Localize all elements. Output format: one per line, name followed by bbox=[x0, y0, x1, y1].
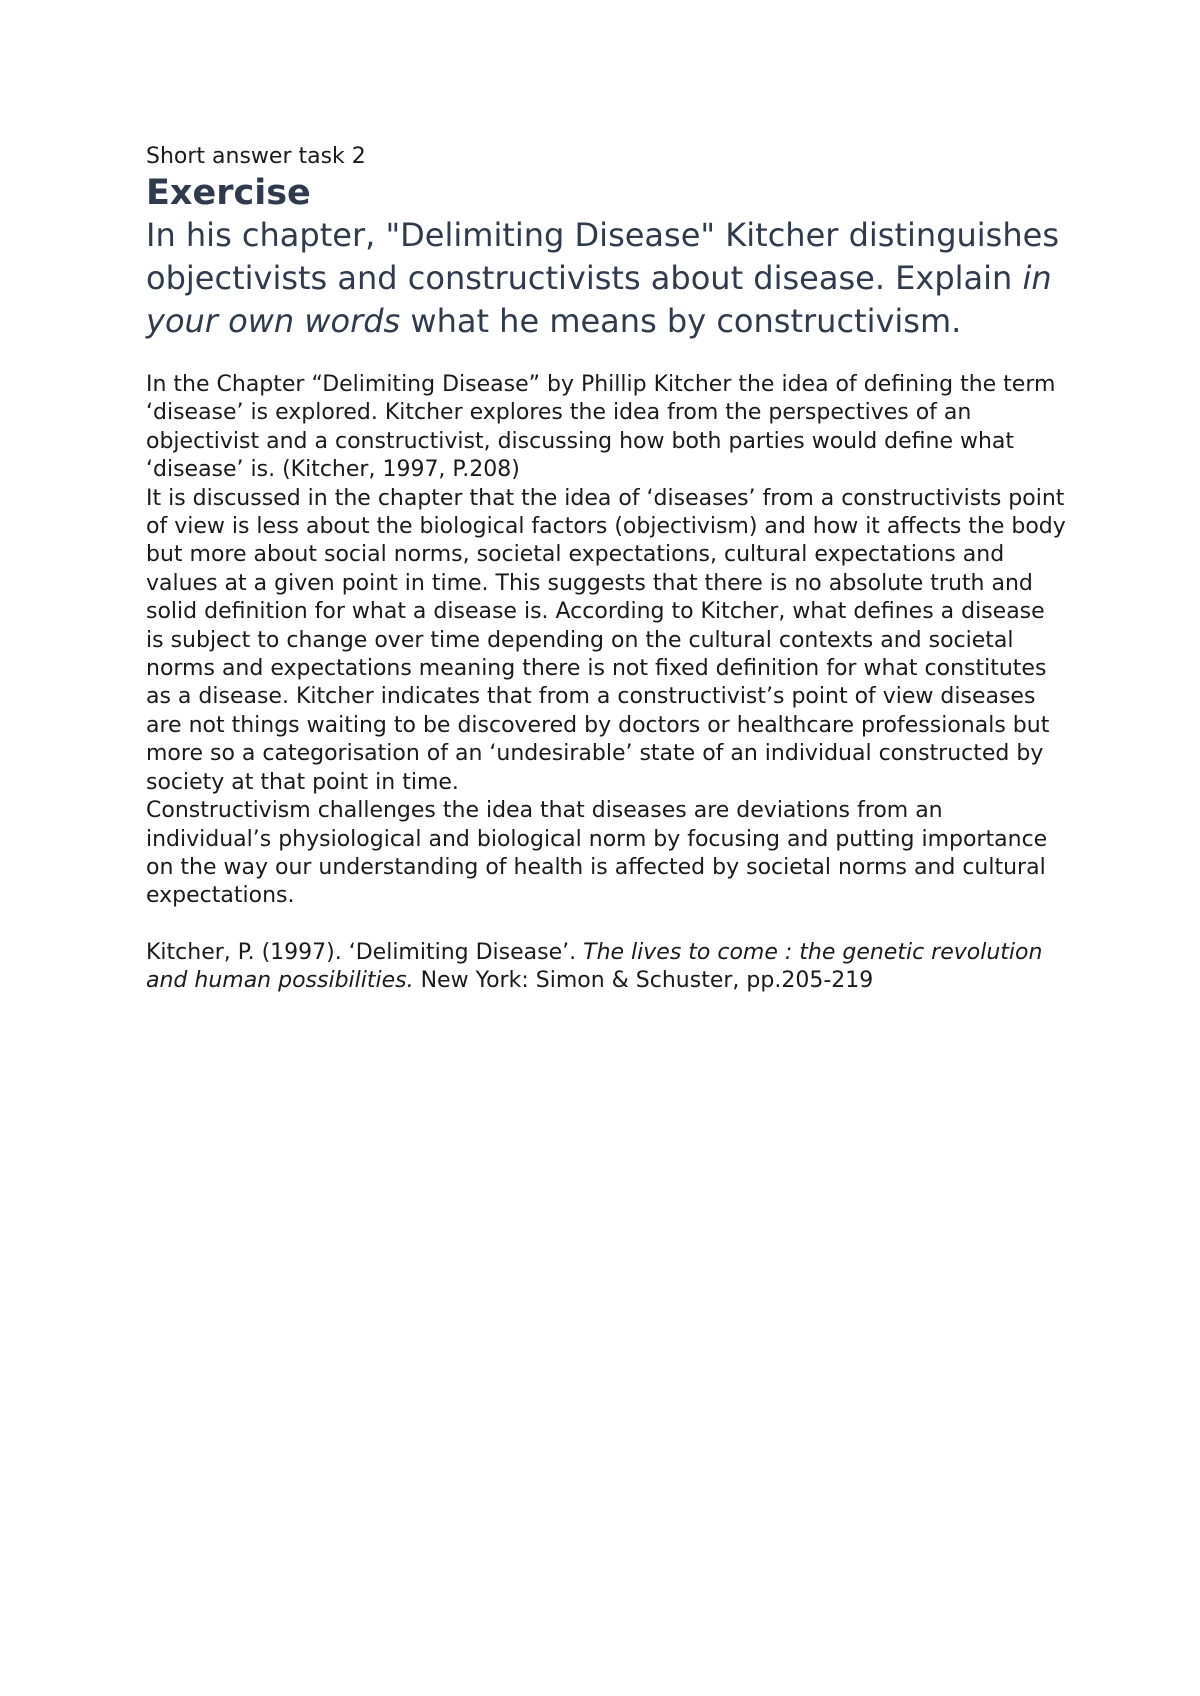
question-emphasis: in your own words bbox=[146, 259, 1052, 340]
question-text-end: what he means by constructivism. bbox=[400, 302, 962, 340]
exercise-heading: Exercise bbox=[146, 173, 311, 213]
task-label: Short answer task 2 bbox=[146, 144, 366, 169]
reference-publisher: New York: Simon & Schuster, pp.205-219 bbox=[413, 968, 874, 994]
reference-book-title: The lives to come : the genetic revolution and human possibilities. bbox=[146, 939, 1043, 994]
question-prompt bbox=[146, 214, 1066, 343]
reference-citation bbox=[146, 939, 1066, 996]
document-content bbox=[146, 142, 1066, 1018]
answer-paragraph-conclusion: Constructivism challenges the idea that diseases are deviations from an individual’s physiological and biological norm by focusing and putting importance on the way our understanding of health is affected by societal norms and cultural expectations. bbox=[146, 798, 1048, 909]
reference-author-title: Kitcher, P. (1997). ‘Delimiting Disease’. bbox=[146, 939, 584, 965]
answer-paragraph-discussion: It is discussed in the chapter that the idea of ‘diseases’ from a constructivists point of view is less about the biological factors (objectivism) and how it affects the body but more about social norms, societal expectations, cultural expectations and values at a given point in time. This suggests that there is no absolute truth and solid definition for what a disease is. According to Kitcher, what defines a disease is subject to change over time depending on the cultural contexts and societal norms and expectations meaning there is not fixed definition for what constitutes as a disease. Kitcher indicates that from a constructivist’s point of view diseases are not things waiting to be discovered by doctors or healthcare professionals but more so a categorisation of an ‘undesirable’ state of an individual constructed by society at that point in time. bbox=[146, 485, 1066, 795]
answer-paragraph-intro: In the Chapter “Delimiting Disease” by Phillip Kitcher the idea of defining the term ‘disease’ is explored. Kitcher explores the idea from the perspectives of an objectivist and a constructivist, discussing how both parties would define what ‘disease’ is. (Kitcher, 1997, P.208) bbox=[146, 372, 1056, 483]
answer-body bbox=[146, 371, 1066, 911]
question-text-start: In his chapter, "Delimiting Disease" Kitcher distinguishes objectivists and constructivists about disease. Explain bbox=[146, 216, 1059, 297]
